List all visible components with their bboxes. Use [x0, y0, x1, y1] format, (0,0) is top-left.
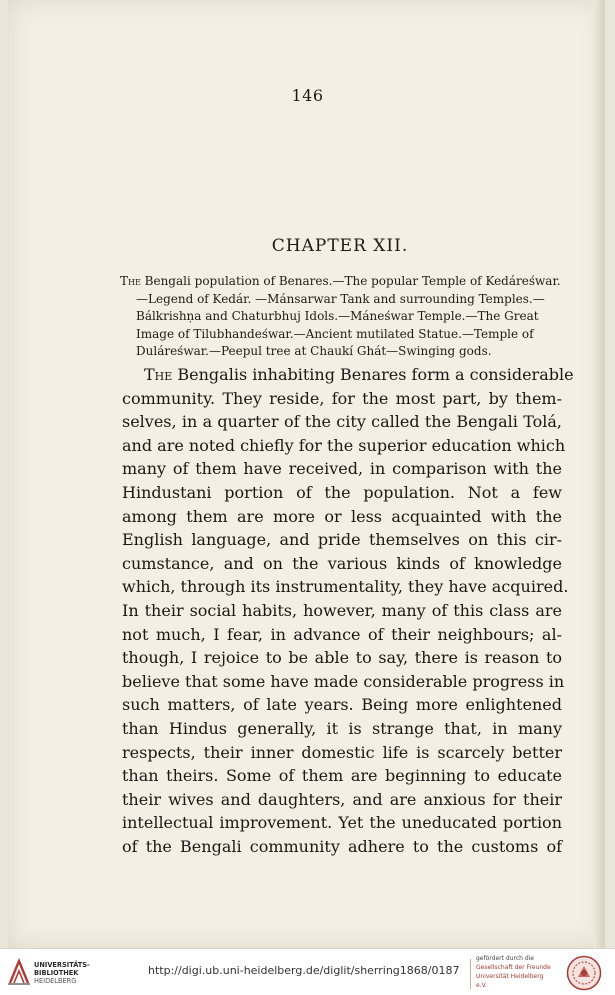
body-line: not much, I fear, in advance of their neighbours; al- [122, 624, 562, 644]
body-line: intellectual improvement. Yet the uneducated portion [122, 813, 562, 833]
body-line: The Bengalis inhabiting Benares form a considerable [144, 365, 574, 384]
body-line: and are noted chiefly for the superior education which [122, 435, 566, 455]
summary-line: The Bengali population of Benares.—The popular Temple of Kedáreśwar. [120, 274, 561, 288]
body-line: many of them have received, in comparison with the [122, 459, 562, 479]
chapter-summary [120, 273, 565, 361]
summary-lead-word: The [120, 274, 141, 288]
body-paragraph [122, 363, 574, 858]
body-lead-word: The [144, 365, 173, 384]
body-line: In their social habits, however, many of this class are [122, 600, 562, 620]
body-line: though, I rejoice to be able to say, there is reason to [122, 648, 562, 668]
chapter-title: CHAPTER XII. [271, 236, 409, 256]
body-line: Hindustani portion of the population. Not a few [122, 482, 562, 502]
permalink-url[interactable]: http://digi.ub.uni-heidelberg.de/diglit/sherring1868/0187 [148, 964, 460, 977]
footer-bar [0, 948, 615, 995]
footer-divider [470, 959, 471, 989]
body-line: community. They reside, for the most part, by them- [122, 388, 562, 408]
body-line: of the Bengali community adhere to the customs of [122, 836, 562, 856]
page-number: 146 [291, 86, 324, 105]
page-edge [593, 0, 605, 948]
university-library-logo-icon [6, 957, 32, 987]
university-seal-icon [566, 955, 602, 991]
summary-line: Image of Tilubhandeśwar.—Ancient mutilated Statue.—Temple of [136, 326, 534, 341]
body-line: selves, in a quarter of the city called the Bengali Tolá, [122, 412, 562, 432]
sponsor-credit: gefördert durch die Gesellschaft der Freunde Universität Heidelberg e.V. [476, 955, 551, 989]
body-line: than theirs. Some of them are beginning to educate [122, 766, 562, 786]
summary-line: Duláreśwar.—Peepul tree at Chaukí Ghát—Swinging gods. [136, 344, 492, 358]
body-line: respects, their inner domestic life is scarcely better [122, 742, 562, 762]
library-name: UNIVERSITÄTS- BIBLIOTHEK HEIDELBERG [34, 961, 90, 985]
body-line: believe that some have made considerable progress in [122, 671, 565, 691]
body-line: such matters, of late years. Being more enlightened [122, 695, 562, 715]
body-line: which, through its instrumentality, they have acquired. [122, 577, 569, 597]
summary-line: Bálkrishṇa and Chaturbhuj Idols.—Máneśwar Temple.—The Great [136, 309, 539, 323]
body-line: cumstance, and on the various kinds of knowledge [122, 553, 562, 573]
summary-line: —Legend of Kedár. —Mánsarwar Tank and surrounding Temples.— [136, 291, 545, 306]
body-line: than Hindus generally, it is strange that, in many [122, 718, 562, 738]
body-line: their wives and daughters, and are anxious for their [122, 789, 562, 809]
body-line: English language, and pride themselves on this cir- [122, 530, 562, 550]
body-line: among them are more or less acquainted with the [122, 506, 562, 526]
